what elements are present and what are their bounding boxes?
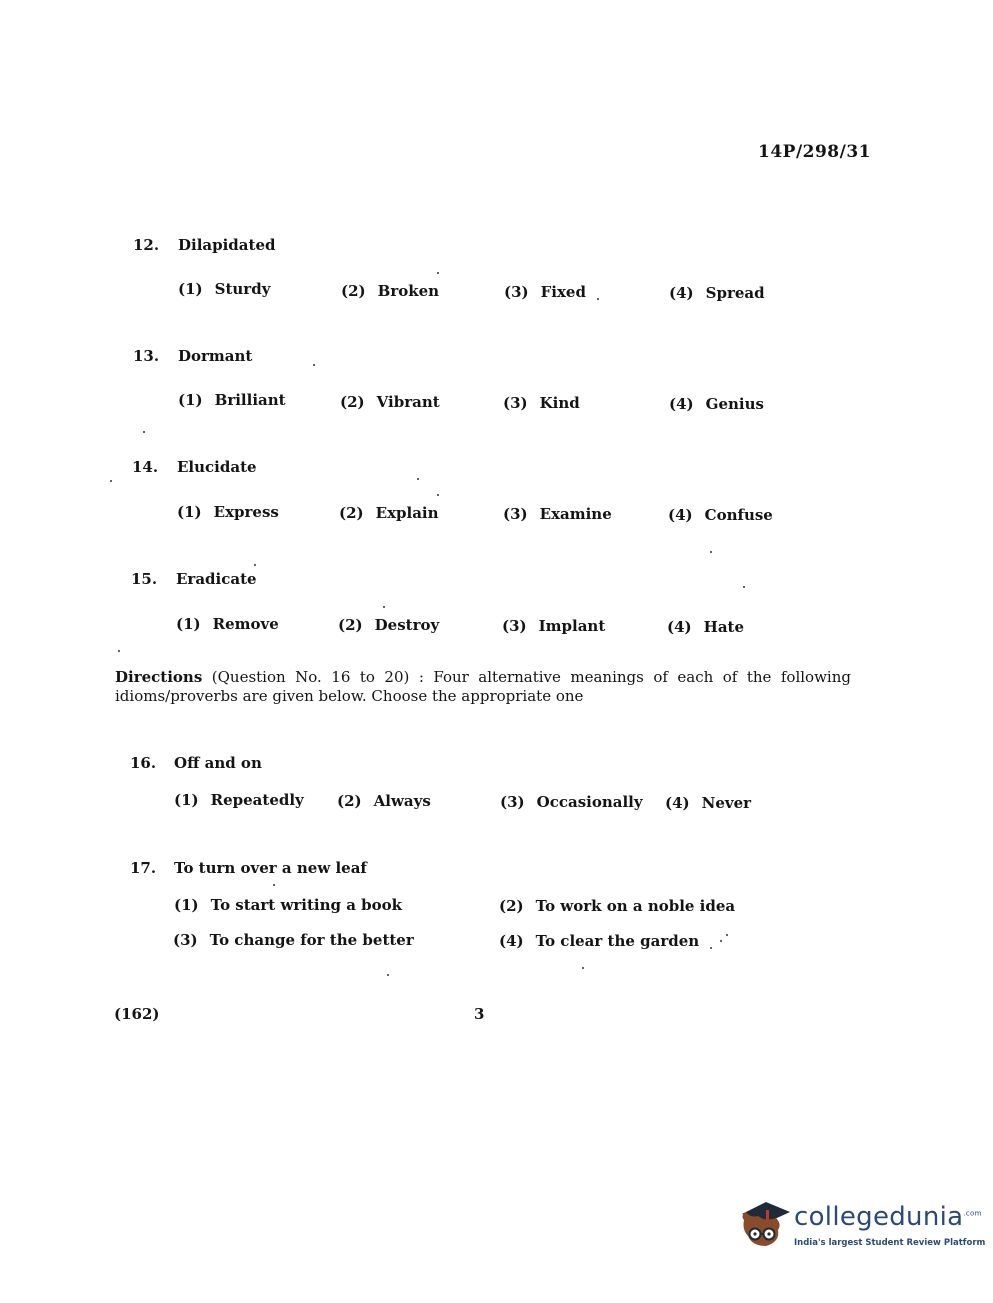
option-3: (3) Fixed <box>504 283 586 301</box>
logo-wordmark: collegedunia$^{.com}$ <box>794 1202 982 1232</box>
scan-speck <box>417 478 419 480</box>
scan-speck <box>313 364 315 366</box>
question-number: 17. <box>130 859 157 877</box>
question-word: Eradicate <box>176 570 257 588</box>
scan-speck <box>720 940 722 942</box>
question-number: 15. <box>131 570 158 588</box>
scan-speck <box>597 298 599 300</box>
option-2: (2) Always <box>337 792 431 810</box>
question-word: To turn over a new leaf <box>174 859 367 877</box>
scan-speck <box>110 480 112 482</box>
scan-speck <box>726 934 728 936</box>
question-number: 12. <box>133 236 160 254</box>
directions-label: Directions <box>115 668 203 686</box>
option-4: (4) Spread <box>669 284 765 302</box>
question-number: 16. <box>130 754 157 772</box>
option-1: (1) Express <box>177 503 279 521</box>
footer-code: (162) <box>114 1005 160 1023</box>
option-2: (2) Broken <box>341 282 440 300</box>
question-word: Elucidate <box>177 458 257 476</box>
option-4: (4) Never <box>665 794 752 812</box>
question-word: Dormant <box>178 347 253 365</box>
option-4: (4) Hate <box>667 618 745 636</box>
directions-text: (Question No. 16 to 20) : Four alternative meanings of each of the following idioms/proverbs are given below. Choose the appropriate one <box>115 668 851 705</box>
option-2: (2) Explain <box>339 504 439 522</box>
question-word: Dilapidated <box>178 236 276 254</box>
option-3: (3) To change for the better <box>173 931 414 949</box>
scan-speck <box>254 564 256 566</box>
logo-tagline: India's largest Student Review Platform <box>794 1238 986 1248</box>
option-2: (2) Destroy <box>338 616 440 634</box>
option-2: (2) To work on a noble idea <box>499 897 736 915</box>
directions <box>115 668 851 706</box>
scan-speck <box>743 586 745 588</box>
paper-code: 14P/298/31 <box>758 142 872 162</box>
scan-speck <box>437 272 439 274</box>
question-number: 13. <box>133 347 160 365</box>
scan-speck <box>582 967 584 969</box>
option-1: (1) Brilliant <box>178 391 286 409</box>
option-4: (4) Genius <box>669 395 764 413</box>
option-3: (3) Implant <box>502 617 606 635</box>
scan-speck <box>143 431 145 433</box>
option-3: (3) Kind <box>503 394 580 412</box>
page-number: 3 <box>474 1005 485 1023</box>
scan-speck <box>383 606 385 608</box>
option-1: (1) Remove <box>176 615 279 633</box>
option-4: (4) To clear the garden <box>499 932 700 950</box>
scan-speck <box>710 947 712 949</box>
mascot-icon <box>736 1196 792 1254</box>
question-word: Off and on <box>174 754 262 772</box>
scan-speck <box>387 974 389 976</box>
scan-speck <box>710 551 712 553</box>
option-1: (1) Repeatedly <box>174 791 304 809</box>
option-3: (3) Examine <box>503 505 612 523</box>
scan-speck <box>273 884 275 886</box>
option-3: (3) Occasionally <box>500 793 643 811</box>
option-1: (1) Sturdy <box>178 280 271 298</box>
scan-speck <box>437 494 439 496</box>
option-2: (2) Vibrant <box>340 393 440 411</box>
question-number: 14. <box>132 458 159 476</box>
option-1: (1) To start writing a book <box>174 896 403 914</box>
collegedunia-logo <box>736 1196 986 1256</box>
option-4: (4) Confuse <box>668 506 773 524</box>
scan-speck <box>118 650 120 652</box>
